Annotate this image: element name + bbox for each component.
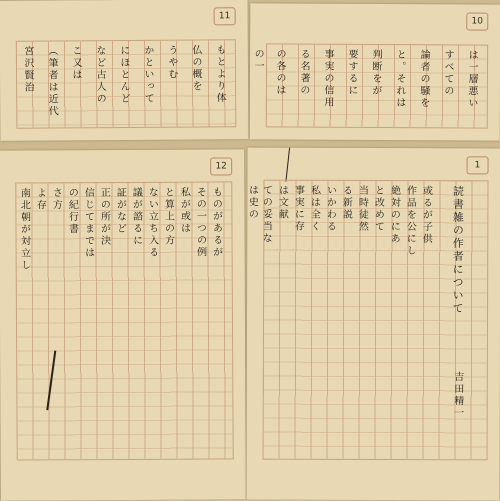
page-number-11: 11 <box>214 7 236 25</box>
ink-stroke-mark <box>285 148 290 182</box>
text-column: る新説 <box>340 184 352 221</box>
text-column: （筆者は近代 <box>45 45 58 118</box>
text-column: いかわる <box>324 184 336 233</box>
genkou-grid <box>251 43 488 128</box>
text-column: さ方 <box>50 187 62 212</box>
text-column: の一 <box>251 48 264 73</box>
text-column: と算上の方 <box>162 186 174 247</box>
text-column: ない立ち入る <box>146 186 158 259</box>
page-number-10: 10 <box>466 12 488 30</box>
manuscript-page-10 <box>250 3 500 140</box>
genkou-grid <box>15 181 233 460</box>
text-column: 議が諮るに <box>130 186 142 247</box>
text-column: と。それは <box>393 49 406 110</box>
text-column: うやむ <box>165 44 178 81</box>
text-column: 信じてまでは <box>82 187 94 260</box>
manuscript-page-12 <box>0 149 246 500</box>
text-column: 事実の信用 <box>321 48 334 109</box>
text-column: 証がなど <box>114 186 126 236</box>
text-column: こ又は <box>69 45 82 82</box>
author-name: 吉田精一 <box>451 371 463 420</box>
text-column: 宮沢賢治 <box>21 45 34 94</box>
text-column: 論者の騒を <box>417 49 430 110</box>
text-column: 南北朝が対立し <box>18 187 30 272</box>
text-column: ての妥当な <box>260 184 272 245</box>
text-column: など古人の <box>93 45 106 106</box>
text-column: よ存 <box>34 187 46 212</box>
text-column: 正の所が決 <box>98 187 110 248</box>
text-column: 或るが子供 <box>420 185 432 246</box>
manuscript-page-11 <box>0 0 248 141</box>
text-column: もとより体 <box>213 44 226 105</box>
text-column: は史の <box>246 184 258 221</box>
text-column: 絶対のにあ <box>388 185 400 246</box>
text-column: ものがあるが <box>210 186 222 259</box>
text-column: 私が或は <box>178 186 190 235</box>
text-column: その一つの例 <box>194 186 206 259</box>
manuscript-page-1 <box>246 148 500 501</box>
text-column: 事実に存 <box>292 184 304 233</box>
text-column: 要するに <box>345 48 358 97</box>
text-column: すべての <box>441 49 454 98</box>
text-column: は一層悪い <box>465 49 478 110</box>
text-column: は文献 <box>276 184 288 221</box>
text-column: かといって <box>141 44 154 105</box>
text-column: の各のは <box>273 48 286 97</box>
essay-title: 読書雑の作者について <box>451 185 465 316</box>
text-column: にほとんど <box>117 44 130 106</box>
text-column: る名著の <box>297 48 310 97</box>
text-column: 当時徒然 <box>356 184 368 233</box>
text-column: と改めて <box>372 184 384 234</box>
page-number-12: 12 <box>210 157 232 175</box>
text-column: 作品を公にし <box>404 185 416 258</box>
genkou-grid <box>246 180 489 461</box>
text-column: の紀行書 <box>66 187 78 236</box>
text-column: 私は全く <box>308 184 320 233</box>
genkou-grid <box>16 39 237 129</box>
text-column: 仏の概を <box>189 44 202 93</box>
page-number-1: 1 <box>467 156 489 174</box>
text-column: 判断をが <box>369 48 382 98</box>
